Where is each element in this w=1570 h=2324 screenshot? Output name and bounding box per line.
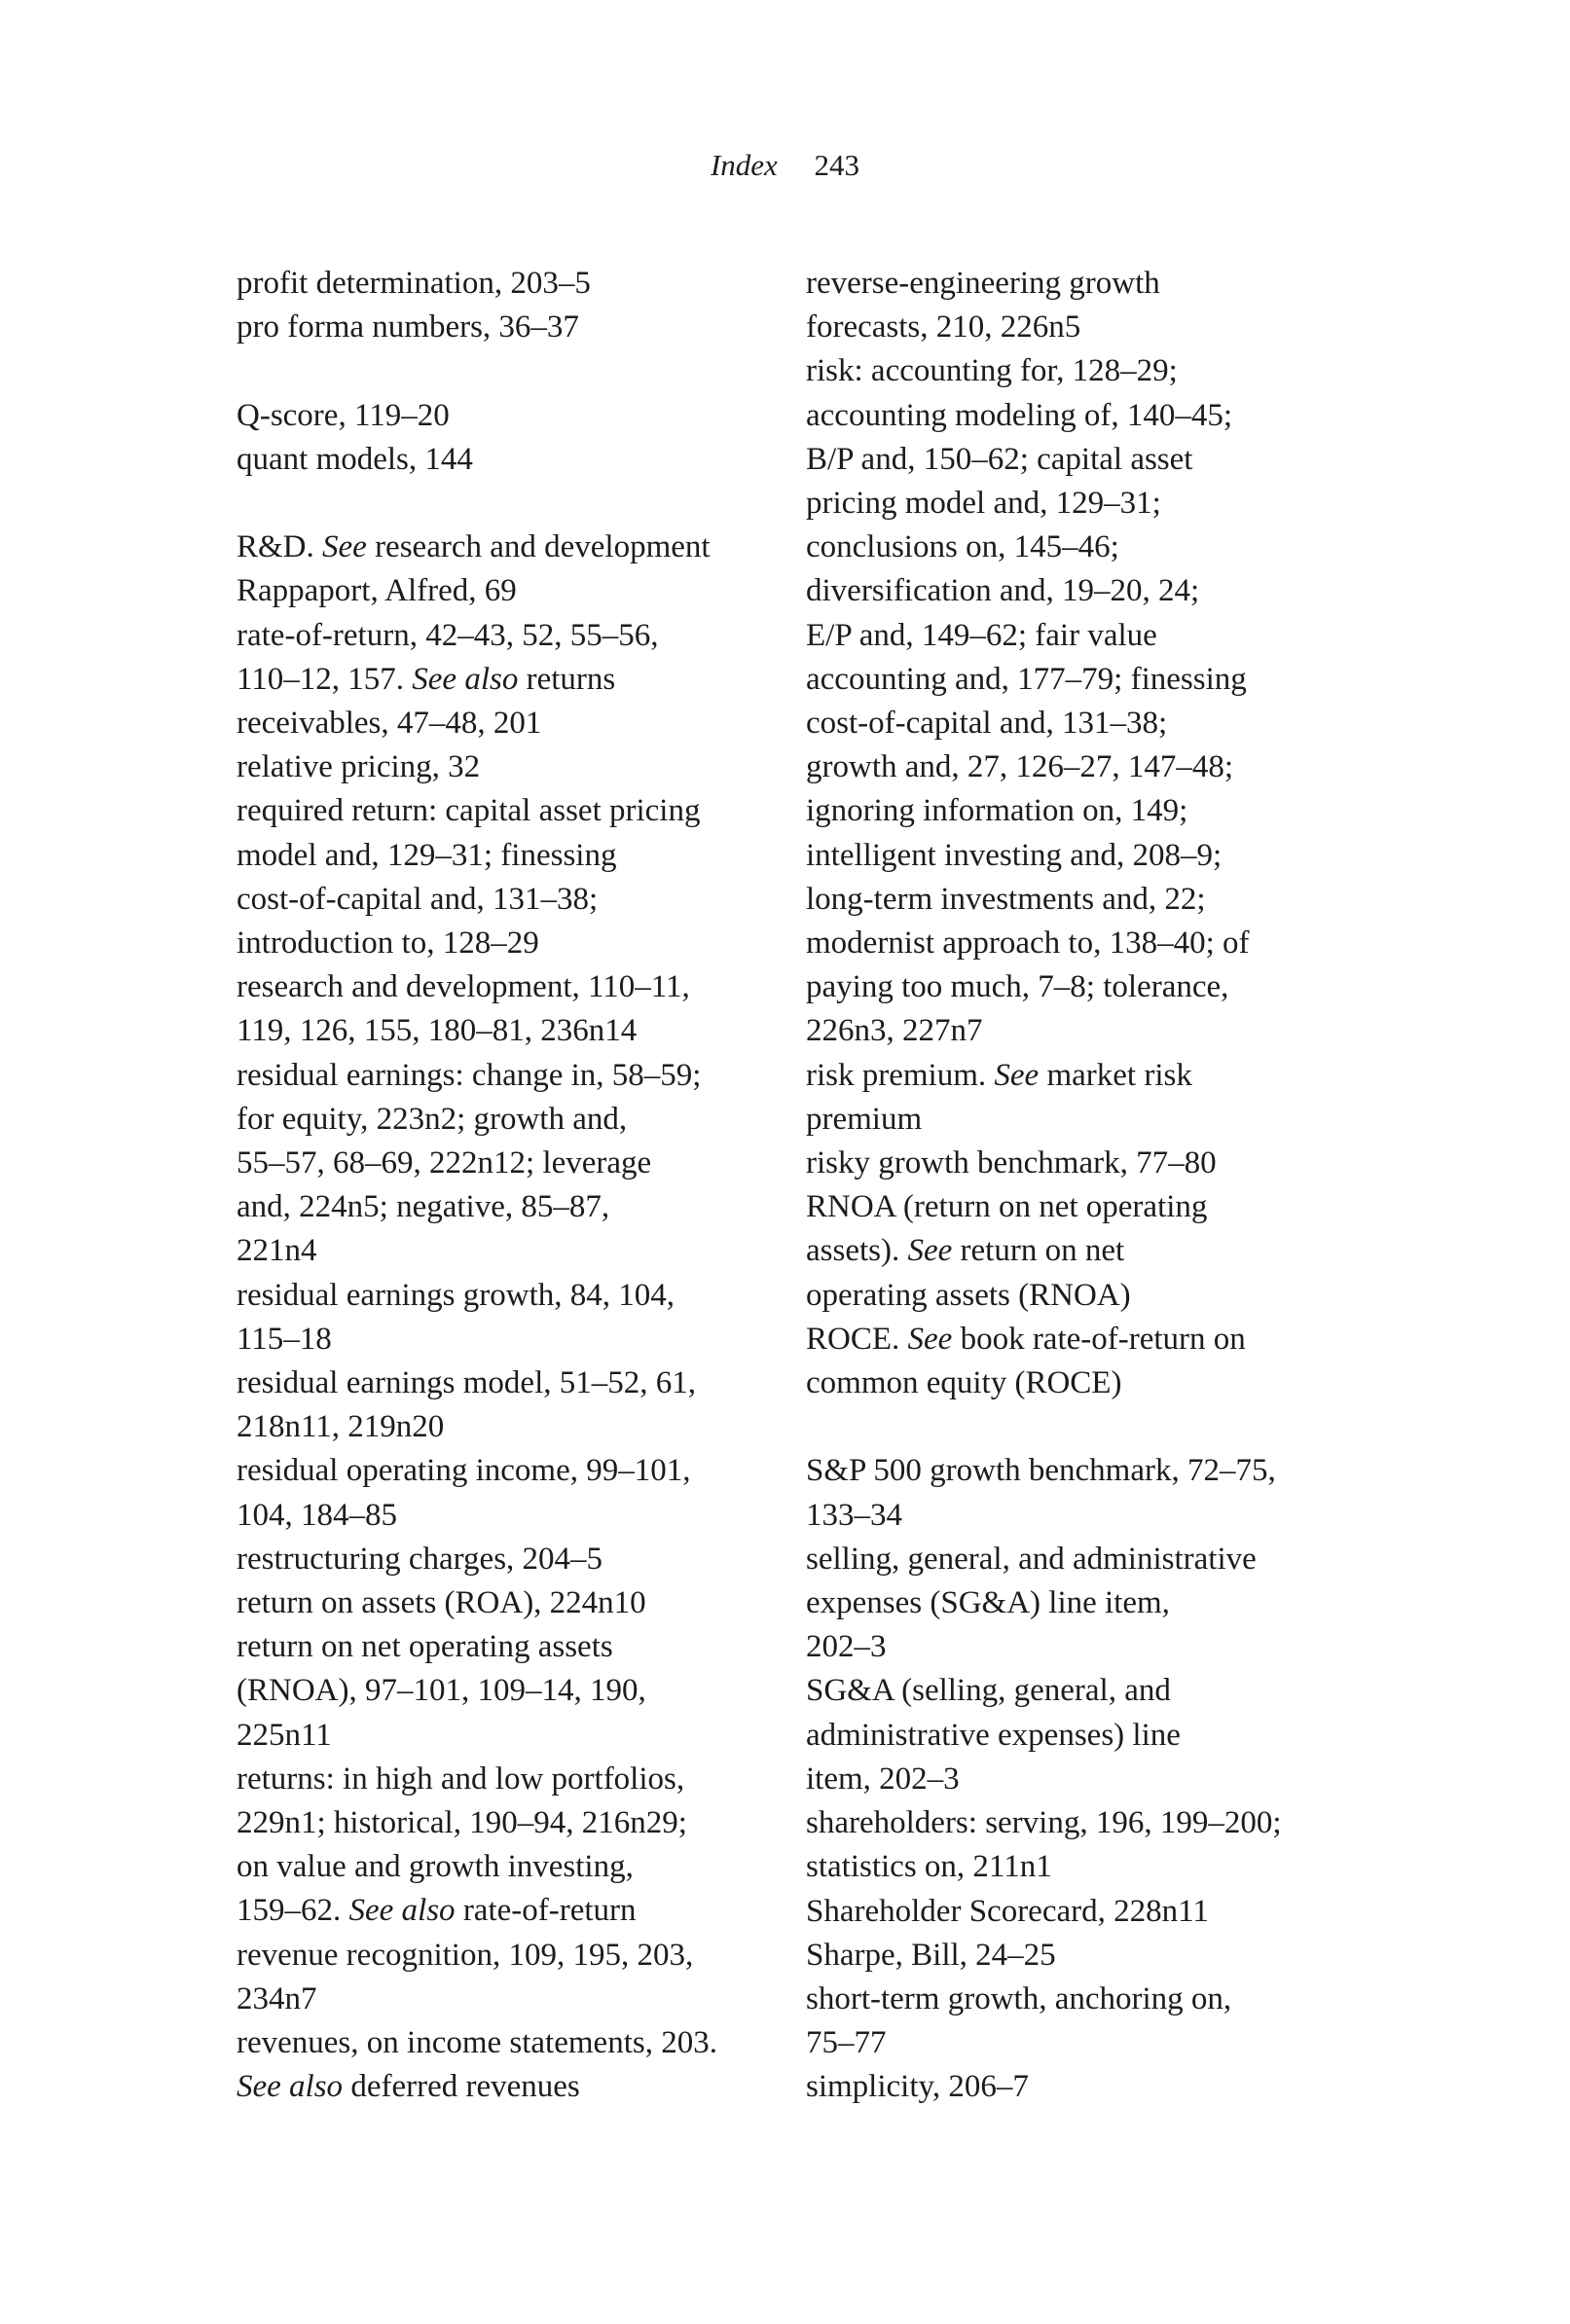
index-entry-line: return on assets (ROA), 224n10 — [237, 1585, 646, 1621]
index-entry — [806, 1054, 1351, 1142]
index-entry-line: administrative expenses) line — [806, 1717, 1181, 1753]
index-entry-line: item, 202–3 — [806, 1761, 960, 1797]
index-entry-line: cost-of-capital and, 131–38; — [806, 706, 1168, 742]
index-entry — [237, 394, 811, 438]
index-entry — [237, 965, 811, 1053]
index-entry — [806, 1538, 1351, 1670]
index-entry-line: assets). See return on net — [806, 1233, 1125, 1269]
index-entry-line: profit determination, 203–5 — [237, 266, 591, 301]
index-entry-line: paying too much, 7–8; tolerance, — [806, 969, 1229, 1005]
index-entry-line: selling, general, and administrative — [806, 1541, 1257, 1577]
index-entry — [237, 1625, 811, 1758]
index-entry — [806, 349, 1351, 1053]
index-entry-line: risk: accounting for, 128–29; — [806, 353, 1178, 389]
index-entry-line: 75–77 — [806, 2025, 887, 2061]
index-entry-line: introduction to, 128–29 — [237, 926, 539, 962]
index-entry-line: risk premium. See market risk — [806, 1057, 1192, 1093]
index-entry — [806, 1318, 1351, 1405]
index-entry-line: research and development, 110–11, — [237, 969, 690, 1005]
index-entry-line: 202–3 — [806, 1629, 887, 1665]
index-entry-line: Q-score, 119–20 — [237, 397, 450, 433]
index-entry-line: RNOA (return on net operating — [806, 1189, 1208, 1225]
index-entry — [237, 1758, 811, 1934]
index-entry-line: revenues, on income statements, 203. — [237, 2025, 717, 2061]
index-entry — [237, 789, 811, 965]
index-entry-line: premium — [806, 1101, 923, 1137]
index-entry — [237, 526, 811, 569]
index-entry — [237, 1362, 811, 1449]
index-entry — [806, 1669, 1351, 1801]
index-entry-line: for equity, 223n2; growth and, — [237, 1101, 628, 1137]
index-entry-line: forecasts, 210, 226n5 — [806, 309, 1081, 345]
index-entry-line: simplicity, 206–7 — [806, 2069, 1029, 2105]
index-entry — [237, 614, 811, 702]
index-entry-line: return on net operating assets — [237, 1629, 613, 1665]
index-entry-line: diversification and, 19–20, 24; — [806, 573, 1200, 609]
index-entry-line: residual earnings growth, 84, 104, — [237, 1277, 675, 1313]
index-entry-line: ignoring information on, 149; — [806, 793, 1188, 829]
index-entry-line: 159–62. See also rate-of-return — [237, 1893, 637, 1929]
index-entry — [237, 262, 811, 306]
index-entry-line: 110–12, 157. See also returns — [237, 661, 616, 697]
index-entry-line: S&P 500 growth benchmark, 72–75, — [806, 1453, 1276, 1489]
index-entry — [806, 1801, 1351, 1889]
index-entry — [806, 2065, 1351, 2109]
index-entry-line: pro forma numbers, 36–37 — [237, 309, 579, 345]
index-entry-line: SG&A (selling, general, and — [806, 1673, 1171, 1709]
index-entry — [237, 1538, 811, 1581]
index-entry-line: on value and growth investing, — [237, 1849, 634, 1885]
index-entry-line: 133–34 — [806, 1497, 902, 1533]
index-entry-line: reverse-engineering growth — [806, 266, 1160, 301]
index-entry-line: E/P and, 149–62; fair value — [806, 617, 1157, 653]
index-entry-line: short-term growth, anchoring on, — [806, 1980, 1232, 2016]
index-entry — [237, 438, 811, 482]
index-entry-line: residual earnings: change in, 58–59; — [237, 1057, 702, 1093]
index-entry-line: expenses (SG&A) line item, — [806, 1585, 1170, 1621]
index-entry-line: 115–18 — [237, 1321, 332, 1357]
index-entry — [237, 1934, 811, 2021]
index-entry-line: residual earnings model, 51–52, 61, — [237, 1365, 696, 1401]
running-header-title: Index — [710, 148, 778, 182]
index-entry-line: 229n1; historical, 190–94, 216n29; — [237, 1805, 687, 1841]
index-entry — [237, 569, 811, 613]
index-column-left — [237, 262, 811, 2110]
index-entry — [237, 702, 811, 745]
index-entry-line: 234n7 — [237, 1980, 317, 2016]
index-entry-line: 221n4 — [237, 1233, 317, 1269]
index-entry-line: residual operating income, 99–101, — [237, 1453, 691, 1489]
index-entry — [806, 1978, 1351, 2065]
index-entry-line: quant models, 144 — [237, 441, 473, 477]
page-number: 243 — [814, 148, 860, 182]
index-entry-line: receivables, 47–48, 201 — [237, 706, 542, 741]
index-entry — [237, 2021, 811, 2109]
index-entry-line: returns: in high and low portfolios, — [237, 1761, 685, 1797]
index-entry-line: required return: capital asset pricing — [237, 793, 701, 829]
index-entry-line: shareholders: serving, 196, 199–200; — [806, 1805, 1282, 1841]
section-gap — [237, 349, 811, 393]
index-entry — [806, 1185, 1351, 1318]
index-entry-line: cost-of-capital and, 131–38; — [237, 881, 599, 917]
index-entry-line: 226n3, 227n7 — [806, 1013, 983, 1049]
index-entry-line: conclusions on, 145–46; — [806, 529, 1119, 565]
index-column-right — [806, 262, 1351, 2110]
index-entry-line: modernist approach to, 138–40; of — [806, 926, 1250, 962]
index-entry-line: Sharpe, Bill, 24–25 — [806, 1937, 1056, 1973]
index-entry — [237, 745, 811, 789]
section-gap — [237, 482, 811, 526]
index-entry-line: risky growth benchmark, 77–80 — [806, 1145, 1217, 1181]
index-entry — [806, 262, 1351, 349]
index-entry — [806, 1142, 1351, 1185]
index-entry-line: restructuring charges, 204–5 — [237, 1541, 603, 1577]
index-entry-line: B/P and, 150–62; capital asset — [806, 441, 1193, 477]
index-entry-line: common equity (ROCE) — [806, 1365, 1122, 1401]
running-header — [0, 146, 1570, 185]
index-entry-line: Shareholder Scorecard, 228n11 — [806, 1893, 1209, 1929]
index-entry-line: rate-of-return, 42–43, 52, 55–56, — [237, 617, 659, 653]
index-entry — [237, 1581, 811, 1625]
index-entry — [806, 1890, 1351, 1934]
index-entry-line: 55–57, 68–69, 222n12; leverage — [237, 1145, 652, 1181]
index-entry-line: and, 224n5; negative, 85–87, — [237, 1189, 610, 1225]
index-entry — [237, 1054, 811, 1274]
index-entry-line: statistics on, 211n1 — [806, 1849, 1052, 1885]
index-entry-line: intelligent investing and, 208–9; — [806, 837, 1223, 873]
index-entry-line: 225n11 — [237, 1717, 332, 1753]
index-entry-line: 104, 184–85 — [237, 1497, 397, 1533]
index-entry-line: 218n11, 219n20 — [237, 1409, 445, 1445]
index-entry-line: R&D. See research and development — [237, 529, 711, 565]
index-entry-line: pricing model and, 129–31; — [806, 486, 1161, 522]
index-entry — [237, 1274, 811, 1362]
index-entry — [806, 1934, 1351, 1978]
index-entry-line: (RNOA), 97–101, 109–14, 190, — [237, 1673, 646, 1709]
index-entry-line: revenue recognition, 109, 195, 203, — [237, 1937, 694, 1973]
index-entry-line: long-term investments and, 22; — [806, 881, 1206, 917]
index-entry-line: model and, 129–31; finessing — [237, 837, 617, 873]
index-entry-line: growth and, 27, 126–27, 147–48; — [806, 749, 1234, 785]
index-entry-line: Rappaport, Alfred, 69 — [237, 573, 517, 609]
index-entry-line: ROCE. See book rate-of-return on — [806, 1321, 1246, 1357]
index-entry-line: operating assets (RNOA) — [806, 1277, 1131, 1313]
index-entry-line: accounting and, 177–79; finessing — [806, 661, 1247, 697]
index-entry — [806, 1449, 1351, 1537]
index-entry-line: See also deferred revenues — [237, 2069, 580, 2105]
index-entry — [237, 1449, 811, 1537]
index-entry-line: 119, 126, 155, 180–81, 236n14 — [237, 1013, 638, 1049]
section-gap — [806, 1405, 1351, 1449]
index-entry — [237, 306, 811, 349]
index-entry-line: accounting modeling of, 140–45; — [806, 397, 1233, 433]
index-entry-line: relative pricing, 32 — [237, 749, 481, 785]
